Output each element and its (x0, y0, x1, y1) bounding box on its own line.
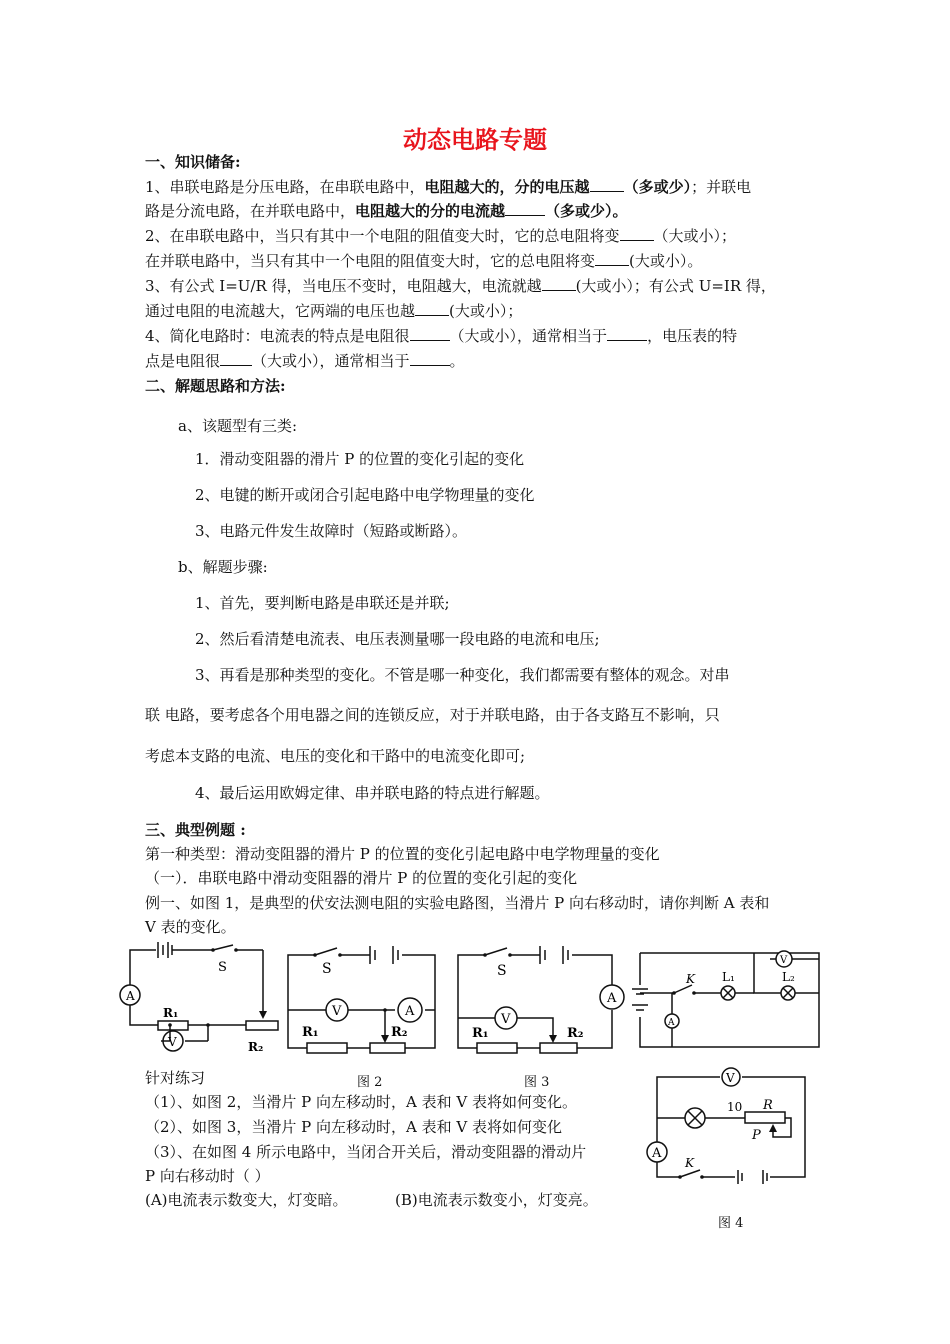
ammeter-label: A (607, 991, 617, 1006)
fill-blank (415, 301, 449, 316)
methods-b-3-line-3: 考虑本支路的电流、电压的变化和干路中的电流变化即可; (145, 747, 526, 765)
methods-a-1: 1．滑动变阻器的滑片 P 的位置的变化引起的变化 (195, 450, 525, 468)
ammeter-label: A (405, 1004, 415, 1019)
voltmeter-label: V (332, 1004, 342, 1019)
fill-blank (542, 276, 576, 291)
voltmeter-label: V (501, 1012, 511, 1027)
switch-label: S (497, 963, 507, 979)
text: （大或小），通常相当于 (449, 327, 608, 345)
ammeter-label: A (652, 1146, 662, 1161)
voltmeter-label: V (780, 955, 788, 966)
circuit-figure-2 (285, 940, 440, 1055)
fill-blank (620, 226, 654, 241)
methods-a-2: 2、电键的断开或闭合引起电路中电学物理量的变化 (195, 486, 535, 504)
switch-label: K (686, 972, 695, 986)
methods-b-3-line-1: 3、再看是那种类型的变化。不管是哪一种变化，我们都需要有整体的观念。对串 (195, 666, 730, 684)
methods-b-3-line-2: 联 电路，要考虑各个用电器之间的连锁反应，对于并联电路，由于各支路互不影响，只 (145, 706, 720, 724)
slider-label: P (752, 1128, 761, 1143)
methods-b-1: 1、首先，要判断电路是串联还是并联; (195, 594, 450, 612)
paragraph-2-line-2 (145, 251, 702, 271)
methods-a-3: 3、电路元件发生故障时（短路或断路）。 (195, 522, 468, 540)
examples-line-4: V 表的变化。 (145, 918, 236, 936)
practice-question-1: （1）、如图 2，当滑片 P 向左移动时，A 表和 V 表将如何变化。 (145, 1093, 577, 1111)
text: 3、有公式 I=U/R 得，当电压不变时，电阻越大，电流就越 (145, 277, 542, 295)
paragraph-4-line-2 (145, 351, 465, 371)
circuit-figure-1 (118, 945, 288, 1060)
section-heading-methods: 二、解题思路和方法: (145, 377, 286, 395)
ammeter-label: A (668, 1018, 675, 1028)
text: (大或小）；有公式 U=IR 得， (575, 277, 776, 295)
fill-blank (505, 201, 545, 216)
text: 在并联电路中，当只有其中一个电阻的阻值变大时，它的总电阻将变 (145, 252, 596, 270)
practice-question-3-line-1: （3）、在如图 4 所示电路中，当闭合开关后，滑动变阻器的滑动片 (145, 1143, 587, 1161)
methods-b: b、解题步骤: (178, 558, 268, 576)
figure-4-caption: 图 4 (718, 1216, 744, 1231)
paragraph-4-line-1 (145, 326, 737, 346)
practice-heading: 针对练习 (145, 1069, 206, 1087)
circuit-figure-4 (645, 1062, 815, 1192)
figure-2-caption: 图 2 (357, 1075, 383, 1090)
voltmeter-label: V (726, 1071, 735, 1085)
methods-b-2: 2、然后看清楚电流表、电压表测量哪一段电路的电流和电压; (195, 630, 600, 648)
text: (大或小）； (449, 302, 523, 320)
fill-blank (410, 326, 450, 341)
paragraph-3-line-1 (145, 276, 776, 296)
switch-label: K (685, 1156, 694, 1170)
text: (大或小）。 (629, 252, 703, 270)
examples-line-2: （一）．串联电路中滑动变阻器的滑片 P 的位置的变化引起的变化 (145, 869, 578, 887)
voltmeter-label: V (168, 1035, 177, 1049)
fill-blank (220, 351, 252, 366)
text: 。 (449, 352, 465, 370)
text: （大或小）； (653, 227, 737, 245)
paragraph-2-line-1 (145, 226, 736, 246)
text: 通过电阻的电流越大，它两端的电压也越 (145, 302, 416, 320)
resistor-1-label: R₁ (302, 1025, 319, 1040)
lamp-2-label: L₂ (782, 970, 795, 984)
text: 2、在串联电路中，当只有其中一个电阻的阻值变大时，它的总电阻将变 (145, 227, 620, 245)
text: （大或小），通常相当于 (252, 352, 410, 370)
text: 4、简化电路时：电流表的特点是电阻很 (145, 327, 410, 345)
paragraph-1-line-2 (145, 201, 628, 221)
practice-question-2: （2）、如图 3，当滑片 P 向左移动时，A 表和 V 表将如何变化 (145, 1118, 562, 1136)
text: 点是电阻很 (145, 352, 221, 370)
methods-a: a、该题型有三类: (178, 417, 297, 435)
text: 1、串联电路是分压电路，在串联电路中， (145, 178, 425, 196)
examples-line-3: 例一、如图 1，是典型的伏安法测电阻的实验电路图，当滑片 P 向右移动时，请你判断 A 表和 (145, 894, 770, 912)
section-heading-knowledge: 一、知识储备: (145, 153, 241, 171)
methods-b-4: 4、最后运用欧姆定律、串并联电路的特点进行解题。 (195, 784, 550, 802)
fill-blank (590, 177, 624, 192)
rheostat-label: R (763, 1098, 773, 1113)
paragraph-3-line-2 (145, 301, 522, 321)
option-a: (A)电流表示数变大，灯变暗。 (145, 1191, 348, 1209)
switch-label: S (218, 960, 227, 975)
resistor-1-label: R₁ (472, 1026, 489, 1041)
switch-label: S (322, 961, 332, 977)
resistor-2-label: R₂ (391, 1025, 408, 1040)
circuit-figure-3 (455, 940, 635, 1055)
option-b: (B)电流表示数变小，灯变亮。 (395, 1191, 598, 1209)
text: ，电压表的特 (647, 327, 738, 345)
resistor-2-label: R₂ (248, 1040, 264, 1054)
bold-text: （多或少） (623, 178, 692, 196)
lamp-1-label: L₁ (722, 970, 735, 984)
page-title: 动态电路专题 (403, 126, 547, 154)
circuit-figure-lamps (632, 945, 822, 1055)
figure-number-label: 10 (727, 1100, 743, 1114)
paragraph-1-line-1 (145, 177, 751, 197)
resistor-2-label: R₂ (567, 1026, 584, 1041)
fill-blank (595, 251, 629, 266)
bold-text: （多或少）。 (545, 202, 628, 220)
section-heading-examples: 三、典型例题 : (145, 821, 246, 839)
ammeter-label: A (126, 989, 135, 1003)
fill-blank (410, 351, 450, 366)
practice-question-3-line-2: P 向右移动时（ ） (145, 1167, 270, 1185)
bold-text: 电阻越大的，分的电压越 (424, 178, 590, 196)
text: ；并联电 (691, 178, 752, 196)
examples-line-1: 第一种类型：滑动变阻器的滑片 P 的位置的变化引起电路中电学物理量的变化 (145, 845, 660, 863)
figure-3-caption: 图 3 (524, 1075, 550, 1090)
text: 路是分流电路，在并联电路中， (145, 202, 356, 220)
fill-blank (607, 326, 647, 341)
resistor-1-label: R₁ (163, 1006, 179, 1020)
bold-text: 电阻越大的分的电流越 (355, 202, 506, 220)
